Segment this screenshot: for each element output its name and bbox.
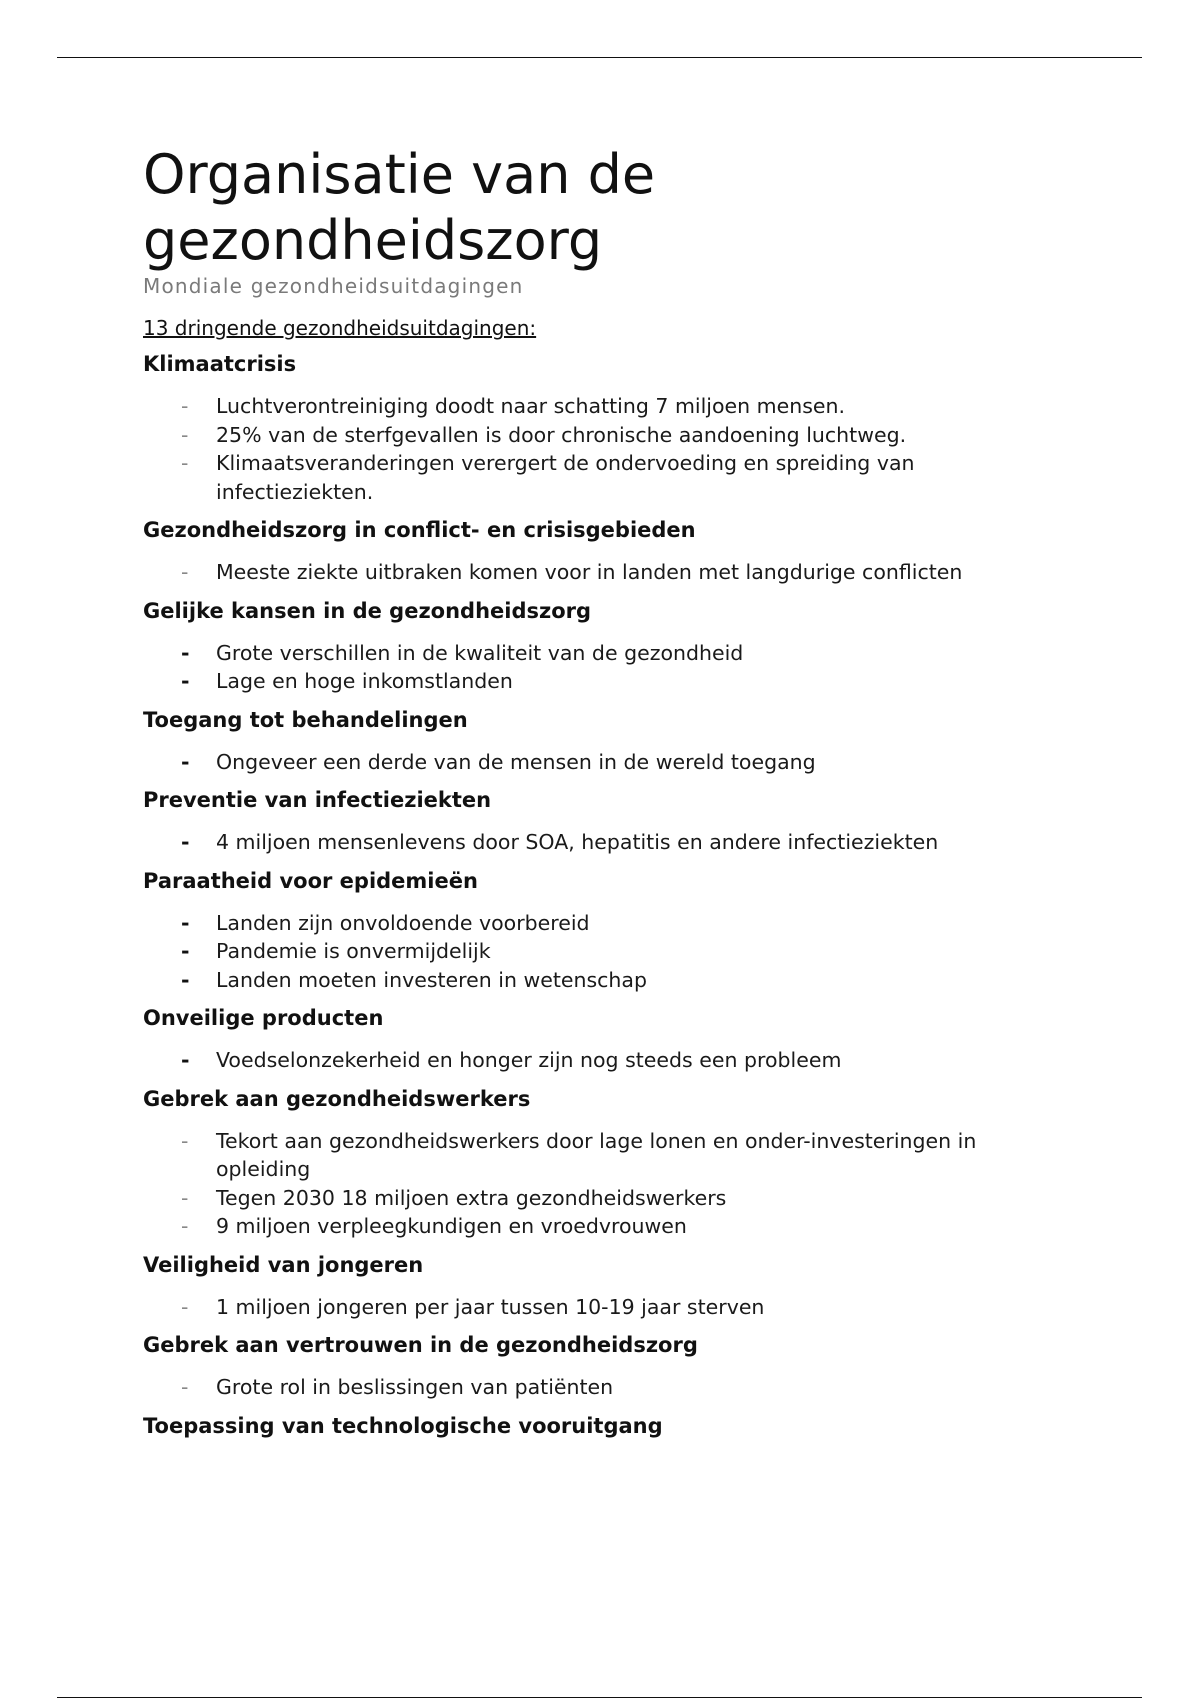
bullet-list	[143, 1293, 1063, 1322]
list-item	[143, 558, 1063, 587]
section-heading: Toepassing van technologische vooruitgang	[143, 1413, 663, 1438]
list-item	[143, 1212, 1063, 1241]
list-item-text: Grote rol in beslissingen van patiënten	[216, 1375, 614, 1399]
list-item-text: Grote verschillen in de kwaliteit van de gezondheid	[216, 640, 744, 665]
bullet-list	[143, 1373, 1063, 1402]
dash-bullet-icon: -	[181, 749, 190, 774]
section	[143, 1085, 1063, 1241]
list-item	[143, 639, 1063, 668]
section	[143, 1004, 1063, 1075]
bullet-list	[143, 1046, 1063, 1075]
list-item-text: Pandemie is onvermijdelijk	[216, 939, 491, 963]
list-item	[143, 937, 1063, 966]
dash-bullet-icon: -	[181, 422, 189, 447]
bullet-list	[143, 639, 1063, 696]
section	[143, 516, 1063, 587]
list-item	[143, 1046, 1063, 1075]
list-item-text: 9 miljoen verpleegkundigen en vroedvrouwen	[216, 1214, 687, 1238]
section	[143, 1331, 1063, 1402]
section	[143, 597, 1063, 696]
bullet-list	[143, 828, 1063, 857]
list-item	[143, 909, 1063, 938]
section-heading: Paraatheid voor epidemieën	[143, 868, 478, 893]
section-heading: Veiligheid van jongeren	[143, 1252, 424, 1277]
dash-bullet-icon: -	[181, 1294, 189, 1319]
dash-bullet-icon: -	[181, 830, 190, 854]
section-heading: Gebrek aan vertrouwen in de gezondheidszorg	[143, 1333, 698, 1357]
sections-container	[143, 350, 1063, 1440]
section-heading: Gezondheidszorg in conflict- en crisisgebieden	[143, 518, 696, 542]
document-body	[143, 142, 1063, 1440]
bullet-list	[143, 748, 1063, 777]
list-item-text: Tekort aan gezondheidswerkers door lage lonen en onder-investeringen in opleiding	[216, 1128, 977, 1181]
list-item-text: Landen zijn onvoldoende voorbereid	[216, 910, 590, 935]
bullet-list	[143, 392, 1063, 506]
list-item	[143, 421, 1063, 450]
section-heading: Preventie van infectieziekten	[143, 788, 492, 812]
document-subtitle: Mondiale gezondheidsuitdagingen	[143, 274, 524, 298]
section	[143, 786, 1063, 857]
list-item	[143, 966, 1063, 995]
dash-bullet-icon: -	[181, 640, 190, 665]
section-heading: Toegang tot behandelingen	[143, 707, 468, 732]
bullet-list	[143, 558, 1063, 587]
list-item	[143, 1293, 1063, 1322]
section	[143, 350, 1063, 506]
bottom-rule	[57, 1697, 1142, 1698]
dash-bullet-icon: -	[181, 1375, 189, 1399]
section-heading: Onveilige producten	[143, 1006, 384, 1030]
list-item	[143, 1184, 1063, 1213]
list-item-text: Landen moeten investeren in wetenschap	[216, 967, 648, 992]
section-heading: Gebrek aan gezondheidswerkers	[143, 1086, 531, 1111]
list-item-text: Tegen 2030 18 miljoen extra gezondheidswerkers	[216, 1185, 727, 1210]
section	[143, 706, 1063, 777]
list-item-text: Klimaatsveranderingen verergert de ondervoeding en spreiding van infectieziekten.	[216, 451, 915, 504]
list-item	[143, 1373, 1063, 1402]
document-title: Organisatie van de gezondheidszorg	[143, 143, 656, 272]
dash-bullet-icon: -	[181, 394, 189, 418]
list-item	[143, 1127, 1063, 1184]
dash-bullet-icon: -	[181, 1048, 190, 1072]
list-item-text: 1 miljoen jongeren per jaar tussen 10-19 jaar sterven	[216, 1294, 765, 1319]
section	[143, 1251, 1063, 1322]
bullet-list	[143, 909, 1063, 995]
list-item-text: 25% van de sterfgevallen is door chronische aandoening luchtweg.	[216, 422, 907, 447]
section	[143, 867, 1063, 995]
intro-line: 13 dringende gezondheidsuitdagingen:	[143, 316, 537, 340]
top-rule	[57, 57, 1142, 58]
dash-bullet-icon: -	[181, 669, 190, 693]
list-item-text: Meeste ziekte uitbraken komen voor in landen met langdurige conflicten	[216, 560, 963, 584]
section	[143, 1412, 1063, 1440]
dash-bullet-icon: -	[181, 1185, 189, 1210]
dash-bullet-icon: -	[181, 939, 190, 963]
list-item-text: 4 miljoen mensenlevens door SOA, hepatitis en andere infectieziekten	[216, 830, 939, 854]
list-item-text: Luchtverontreiniging doodt naar schatting 7 miljoen mensen.	[216, 394, 846, 418]
list-item-text: Lage en hoge inkomstlanden	[216, 669, 513, 693]
dash-bullet-icon: -	[181, 910, 190, 935]
list-item	[143, 449, 1063, 506]
dash-bullet-icon: -	[181, 451, 189, 475]
list-item	[143, 828, 1063, 857]
list-item	[143, 748, 1063, 777]
dash-bullet-icon: -	[181, 1128, 189, 1153]
section-heading: Klimaatcrisis	[143, 352, 297, 376]
dash-bullet-icon: -	[181, 1214, 189, 1238]
bullet-list	[143, 1127, 1063, 1241]
dash-bullet-icon: -	[181, 560, 189, 584]
section-heading: Gelijke kansen in de gezondheidszorg	[143, 598, 592, 623]
list-item-text: Ongeveer een derde van de mensen in de wereld toegang	[216, 749, 816, 774]
dash-bullet-icon: -	[181, 967, 190, 992]
list-item	[143, 392, 1063, 421]
list-item	[143, 667, 1063, 696]
list-item-text: Voedselonzekerheid en honger zijn nog steeds een probleem	[216, 1048, 842, 1072]
